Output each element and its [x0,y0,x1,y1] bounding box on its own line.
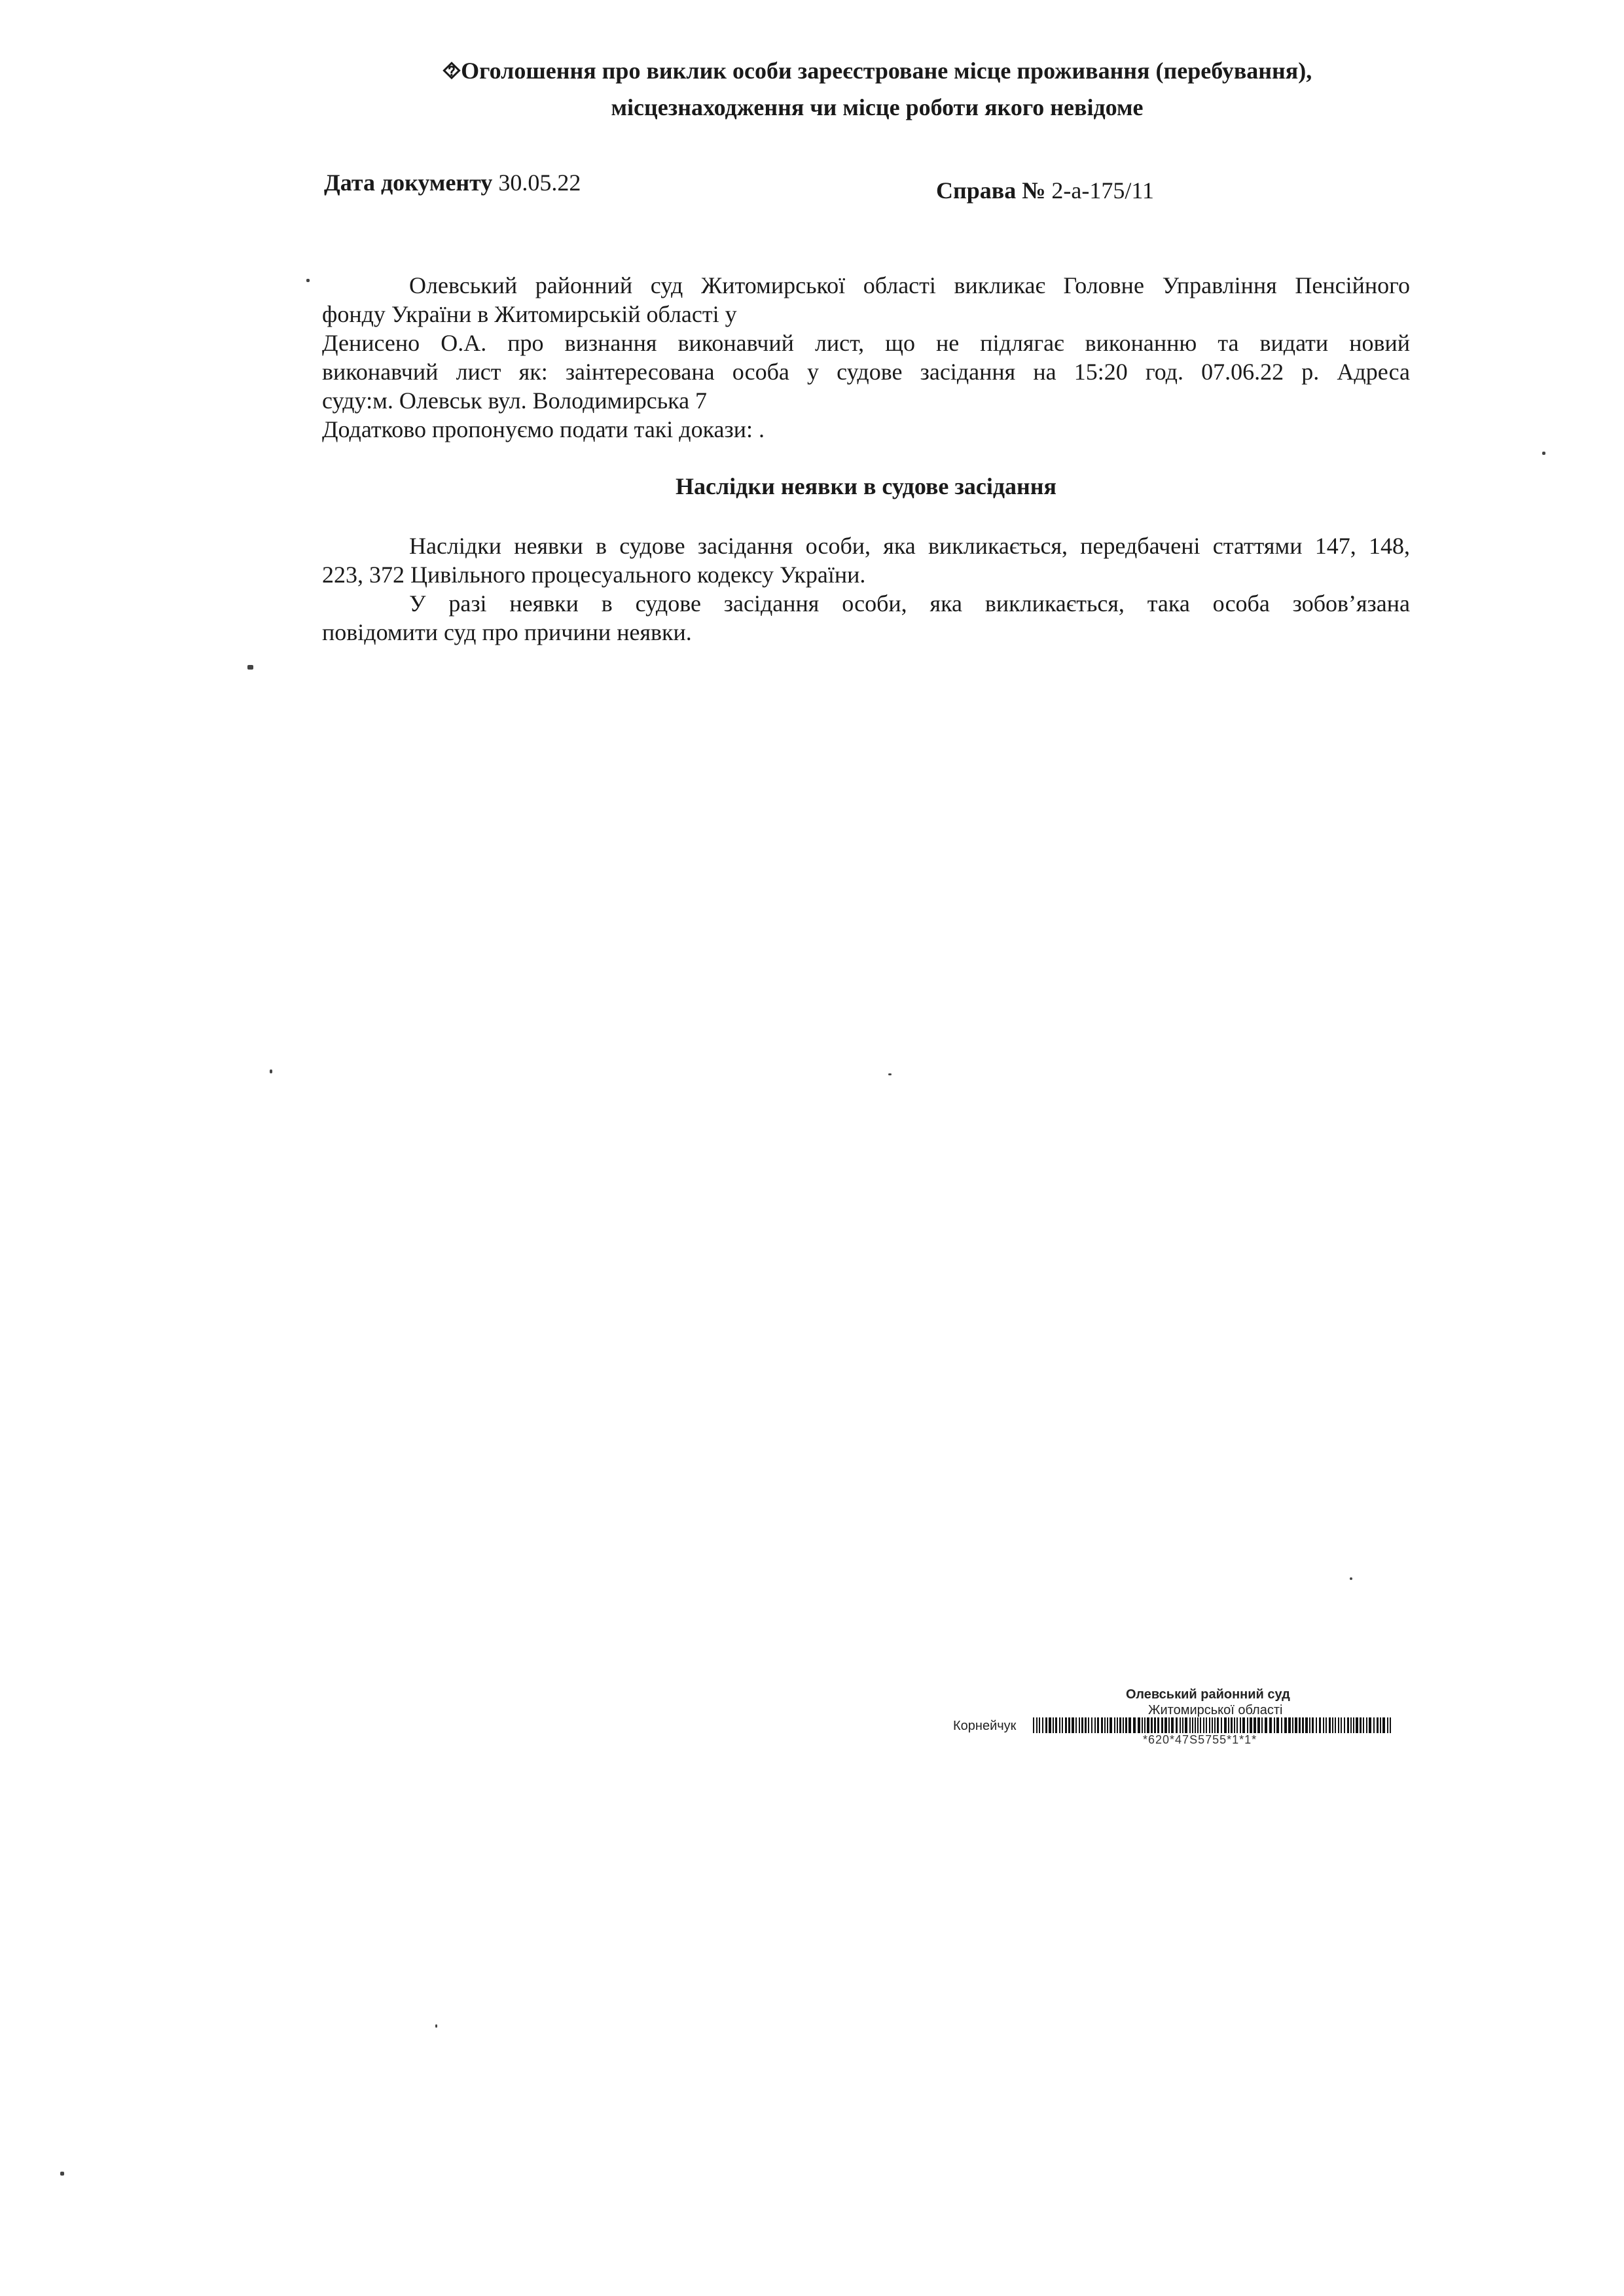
barcode-bar [1176,1717,1178,1733]
barcode-bar [1323,1717,1324,1733]
barcode-bar [1164,1717,1167,1733]
barcode-bar [1366,1717,1367,1733]
barcode-bar [1360,1717,1362,1733]
barcode-bar [1059,1717,1060,1733]
case-label: Справа № [936,177,1046,204]
barcode-bar [1319,1717,1321,1733]
scan-speck [270,1069,272,1073]
barcode-bar [1326,1717,1327,1733]
consequences-line-4: повідомити суд про причини неявки. [322,619,692,645]
summons-line-2: фонду України в Житомирській області у [322,301,737,327]
barcode-bar [1180,1717,1181,1733]
barcode-bar [1250,1717,1252,1733]
barcode-bar [1312,1717,1314,1733]
barcode-bar [1212,1717,1213,1733]
barcode-bar [1335,1717,1336,1733]
barcode-bar [1072,1717,1074,1733]
barcode-bar [1036,1717,1038,1733]
barcode-bar [1316,1717,1317,1733]
barcode-bar [1242,1717,1245,1733]
barcode-bar [1203,1717,1204,1733]
barcode-bar [1329,1717,1331,1733]
scan-speck [247,665,253,670]
barcode-bar [1299,1717,1301,1733]
barcode-bar [1065,1717,1067,1733]
date-value: 30.05.22 [498,170,581,196]
document-date [324,169,581,196]
barcode-bar [1042,1717,1043,1733]
barcode-bar [1088,1717,1089,1733]
title-line-1: ⯑Оголошення про виклик особи зареєстроване місце проживання (перебування), [442,58,1312,84]
barcode-bar [1068,1717,1070,1733]
stamp-code: *620*47S5755*1*1* [1143,1733,1257,1746]
barcode-bar [1171,1717,1174,1733]
barcode-bar [1097,1717,1099,1733]
barcode-bar [1276,1717,1279,1733]
barcode-bar [1114,1717,1115,1733]
barcode-bar [1104,1717,1106,1733]
scan-speck [60,2172,64,2176]
barcode-bar [1387,1717,1388,1733]
barcode-bar [1274,1717,1275,1733]
case-number [936,177,1154,204]
barcode-bar [1344,1717,1345,1733]
barcode-graphic [1033,1717,1392,1733]
barcode-bar [1094,1717,1096,1733]
barcode-bar [1369,1717,1371,1733]
stamp-court-name: Олевський районний суд [1126,1687,1290,1702]
barcode-bar [1363,1717,1364,1733]
barcode-bar [1281,1717,1282,1733]
barcode-bar [1123,1717,1124,1733]
barcode-bar [1206,1717,1207,1733]
barcode-bar [1125,1717,1127,1733]
barcode-bar [1356,1717,1358,1733]
barcode-bar [1217,1717,1219,1733]
barcode-bar [1147,1717,1149,1733]
barcode-bar [1234,1717,1235,1733]
barcode-bar [1231,1717,1233,1733]
barcode-bar [1240,1717,1241,1733]
barcode-bar [1128,1717,1131,1733]
summons-line-3: Денисено О.А. про визнання виконавчий лист, що не підлягає виконанню та видати новий [322,330,1410,356]
barcode-bar [1247,1717,1248,1733]
consequences-line-1: Наслідки неявки в судове засідання особи, яка викликається, передбачені статтями 147, 148, [409,533,1410,559]
barcode-bar [1107,1717,1108,1733]
barcode-bar [1347,1717,1349,1733]
court-stamp [953,1687,1392,1746]
barcode-bar [1350,1717,1352,1733]
barcode-bar [1209,1717,1210,1733]
barcode-bar [1214,1717,1216,1733]
consequences-paragraph [322,531,1410,647]
barcode-bar [1119,1717,1121,1733]
stamp-clerk: Корнейчук [953,1719,1017,1733]
barcode-bar [1332,1717,1333,1733]
barcode-bar [1091,1717,1092,1733]
barcode-bar [1168,1717,1170,1733]
barcode-bar [1377,1717,1379,1733]
barcode-bar [1045,1717,1047,1733]
scan-speck [1542,452,1545,455]
barcode-bar [1133,1717,1136,1733]
barcode-bar [1221,1717,1222,1733]
barcode-bar [1257,1717,1260,1733]
barcode-bar [1081,1717,1083,1733]
title-line-2: місцезнаходження чи місце роботи якого невідоме [611,94,1144,120]
barcode-bar [1373,1717,1375,1733]
summons-line-5: суду:м. Олевськ вул. Володимирська 7 [322,387,708,414]
barcode-bar [1195,1717,1196,1733]
barcode-bar [1033,1717,1034,1733]
barcode-bar [1302,1717,1304,1733]
section-title: Наслідки неявки в судове засідання [675,473,1057,499]
barcode-bar [1295,1717,1297,1733]
barcode-bar [1110,1717,1112,1733]
barcode-bar [1151,1717,1153,1733]
barcode-bar [1197,1717,1199,1733]
summons-paragraph [322,271,1410,444]
barcode-bar [1049,1717,1051,1733]
barcode-bar [1075,1717,1077,1733]
barcode-bar [1189,1717,1191,1733]
barcode-bar [1144,1717,1146,1733]
barcode-bar [1161,1717,1163,1733]
summons-line-6: Додатково пропонуємо подати такі докази: . [322,416,765,442]
barcode-bar [1390,1717,1391,1733]
barcode-bar [1185,1717,1187,1733]
stamp-region: Житомирської області [1148,1703,1283,1717]
case-value: 2-а-175/11 [1051,177,1155,204]
barcode-bar [1284,1717,1287,1733]
scan-speck [888,1073,892,1075]
barcode-bar [1254,1717,1256,1733]
barcode-bar [1053,1717,1054,1733]
barcode-bar [1085,1717,1087,1733]
consequences-line-2: 223, 372 Цивільного процесуального кодексу України. [322,562,866,588]
barcode-bar [1154,1717,1156,1733]
consequences-line-3: У разі неявки в судове засідання особи, яка викликається, така особа зобов’язана [409,590,1410,617]
barcode-bar [1236,1717,1238,1733]
barcode-bar [1182,1717,1183,1733]
summons-line-4: виконавчий лист як: заінтересована особа у судове засідання на 15:20 год. 07.06.22 р. Адреса [322,359,1410,385]
barcode-bar [1062,1717,1063,1733]
barcode-bar [1200,1717,1201,1733]
barcode-bar [1341,1717,1342,1733]
barcode-bar [1353,1717,1354,1733]
scan-speck [435,2024,437,2028]
barcode-bar [1142,1717,1143,1733]
barcode-bar [1228,1717,1229,1733]
document-title [314,52,1440,126]
summons-line-1: Олевський районний суд Житомирської області викликає Головне Управління Пенсійного [409,272,1410,298]
barcode-bar [1101,1717,1103,1733]
barcode-bar [1055,1717,1057,1733]
barcode-bar [1138,1717,1140,1733]
barcode-bar [1292,1717,1293,1733]
barcode-bar [1265,1717,1267,1733]
date-label: Дата документу [324,170,493,196]
barcode-bar [1261,1717,1263,1733]
barcode-bar [1269,1717,1272,1733]
scan-speck [306,279,310,282]
barcode-bar [1338,1717,1339,1733]
barcode-bar [1380,1717,1381,1733]
barcode-bar [1309,1717,1310,1733]
barcode-bar [1117,1717,1118,1733]
barcode-bar [1224,1717,1227,1733]
scan-speck [1350,1577,1352,1580]
barcode-bar [1157,1717,1159,1733]
barcode-bar [1382,1717,1385,1733]
barcode-bar [1079,1717,1080,1733]
barcode-bar [1305,1717,1308,1733]
barcode-bar [1288,1717,1291,1733]
barcode-bar [1039,1717,1040,1733]
barcode-bar [1192,1717,1193,1733]
